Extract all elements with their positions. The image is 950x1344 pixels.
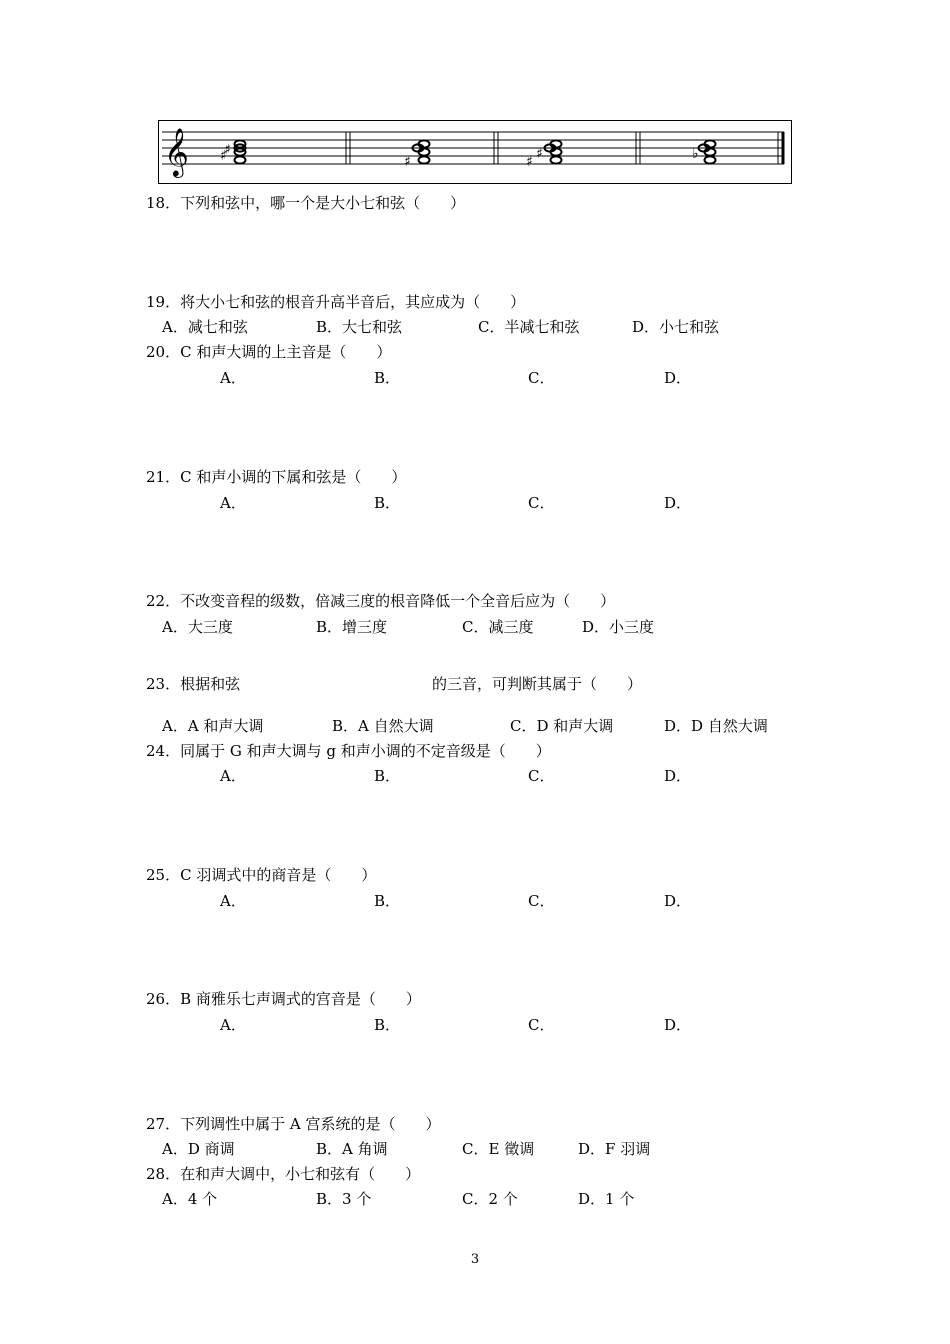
- question-27: 27．下列调性中属于 A 宫系统的是（ ）: [146, 1115, 441, 1133]
- q26-option-a: A．: [220, 1016, 246, 1034]
- staff-svg: [158, 120, 792, 184]
- q26-option-b: B．: [374, 1016, 401, 1034]
- q23-option-a: A．A 和声大调: [162, 717, 264, 735]
- q25-option-a: A．: [220, 892, 246, 910]
- chord-4: [692, 140, 716, 163]
- sharp-icon: ♯: [526, 154, 533, 170]
- q21-option-a: A．: [220, 494, 246, 512]
- q27-option-d: D．F 羽调: [578, 1140, 651, 1158]
- q19-option-c: C．半减七和弦: [478, 318, 580, 336]
- q22-option-d: D．小三度: [582, 618, 655, 636]
- q20-option-c: C．: [528, 369, 555, 387]
- q19-option-b: B．大七和弦: [316, 318, 403, 336]
- q24-option-a: A．: [220, 767, 246, 785]
- q27-option-c: C．E 徵调: [462, 1140, 535, 1158]
- q28-option-b: B．3 个: [316, 1190, 372, 1208]
- question-26: 26．B 商雅乐七声调式的宫音是（ ）: [146, 990, 421, 1008]
- q24-option-d: D．: [664, 767, 692, 785]
- q23-option-c: C．D 和声大调: [510, 717, 614, 735]
- treble-clef-icon: 𝄞: [164, 127, 189, 176]
- q27-option-a: A．D 商调: [162, 1140, 235, 1158]
- q25-option-d: D．: [664, 892, 692, 910]
- sharp-icon: ♯: [536, 146, 543, 162]
- q27-option-b: B．A 角调: [316, 1140, 388, 1158]
- q23-option-d: D．D 自然大调: [664, 717, 768, 735]
- sharp-icon: ♯: [404, 154, 411, 170]
- q22-option-a: A．大三度: [162, 618, 233, 636]
- question-18: 18．下列和弦中，哪一个是大小七和弦（ ）: [146, 194, 466, 212]
- question-23-part1: 23．根据和弦: [146, 675, 241, 693]
- staff-lines: [162, 132, 784, 164]
- q20-option-a: A．: [220, 369, 246, 387]
- music-staff-chords: [158, 120, 792, 184]
- q25-option-b: B．: [374, 892, 401, 910]
- question-28: 28．在和声大调中，小七和弦有（ ）: [146, 1165, 421, 1183]
- q19-option-d: D．小七和弦: [632, 318, 720, 336]
- q26-option-d: D．: [664, 1016, 692, 1034]
- q22-option-b: B．增三度: [316, 618, 388, 636]
- chord-1: [220, 140, 246, 164]
- q21-option-d: D．: [664, 494, 692, 512]
- question-19: 19．将大小七和弦的根音升高半音后，其应成为（ ）: [146, 293, 526, 311]
- q19-option-a: A．减七和弦: [162, 318, 248, 336]
- q24-option-c: C．: [528, 767, 555, 785]
- q23-option-b: B．A 自然大调: [332, 717, 434, 735]
- question-21: 21．C 和声小调的下属和弦是（ ）: [146, 468, 407, 486]
- question-25: 25．C 羽调式中的商音是（ ）: [146, 866, 377, 884]
- flat-icon: ♭: [692, 146, 699, 162]
- q28-option-c: C．2 个: [462, 1190, 518, 1208]
- q26-option-c: C．: [528, 1016, 555, 1034]
- sharp-icon: ♯: [224, 142, 231, 158]
- question-20: 20．C 和声大调的上主音是（ ）: [146, 343, 392, 361]
- q28-option-a: A．4 个: [162, 1190, 218, 1208]
- chord-2: [404, 140, 430, 170]
- q20-option-b: B．: [374, 369, 401, 387]
- q24-option-b: B．: [374, 767, 401, 785]
- sharp-icon: ♯: [220, 148, 227, 164]
- q22-option-c: C．减三度: [462, 618, 534, 636]
- question-22: 22．不改变音程的级数，倍减三度的根音降低一个全音后应为（ ）: [146, 592, 616, 610]
- question-23-part2: 的三音，可判断其属于（ ）: [432, 675, 643, 693]
- q28-option-d: D．1 个: [578, 1190, 635, 1208]
- question-24: 24．同属于 G 和声大调与 g 和声小调的不定音级是（ ）: [146, 742, 551, 760]
- q21-option-c: C．: [528, 494, 555, 512]
- page-number: 3: [470, 1252, 480, 1267]
- q21-option-b: B．: [374, 494, 401, 512]
- q25-option-c: C．: [528, 892, 555, 910]
- q20-option-d: D．: [664, 369, 692, 387]
- chord-3: [526, 140, 562, 170]
